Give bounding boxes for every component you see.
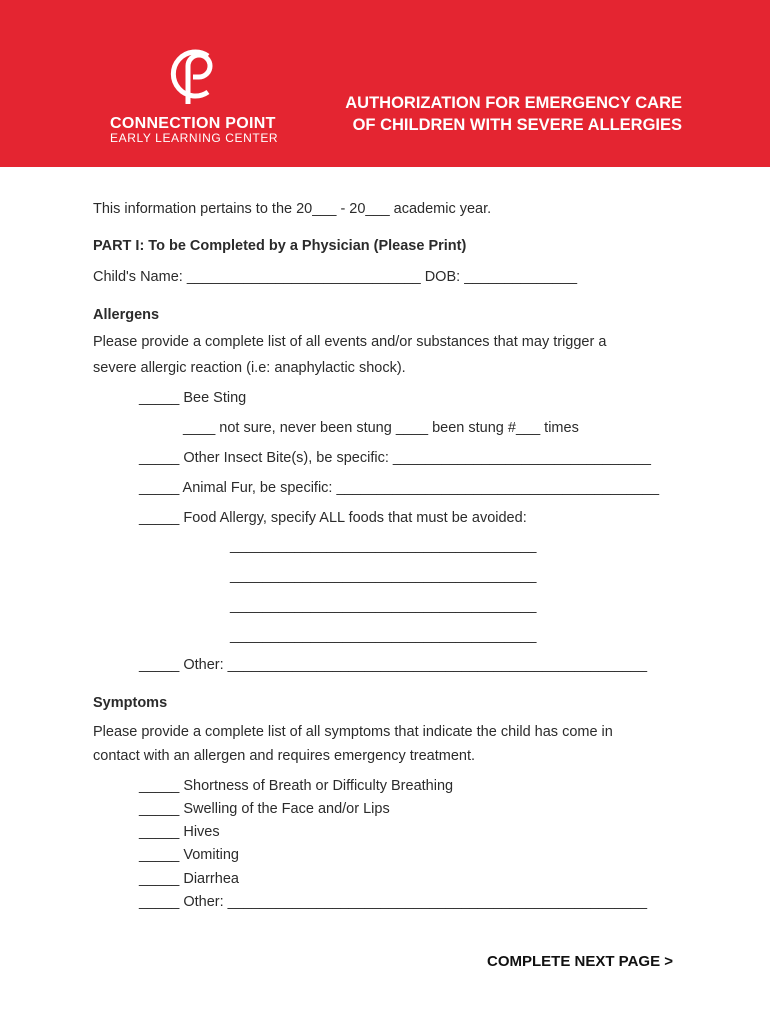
allergens-heading: Allergens	[93, 307, 160, 323]
connection-point-logo	[166, 40, 224, 110]
food-allergy-item: _____ Food Allergy, specify ALL foods that must be avoided:	[139, 510, 527, 526]
food-blank-line-3: ______________________________________	[230, 598, 537, 614]
symptom-item: _____ Vomiting	[139, 847, 239, 863]
child-name-dob-line: Child's Name: _____________________________ DOB: ______________	[93, 269, 578, 285]
other-allergen-item: _____ Other: ____________________________________________________	[139, 657, 648, 673]
part1-heading: PART I: To be Completed by a Physician (Please Print)	[93, 238, 467, 254]
symptom-item: _____ Diarrhea	[139, 871, 239, 887]
bee-sting-detail: ____ not sure, never been stung ____ been stung #___ times	[183, 420, 579, 436]
animal-fur-item: _____ Animal Fur, be specific: ________________________________________	[139, 480, 660, 496]
allergens-description-1: Please provide a complete list of all events and/or substances that may trigger a	[93, 334, 607, 350]
form-title-line-2: OF CHILDREN WITH SEVERE ALLERGIES	[352, 116, 682, 134]
symptom-item: _____ Swelling of the Face and/or Lips	[139, 801, 390, 817]
symptoms-description-2: contact with an allergen and requires emergency treatment.	[93, 748, 476, 764]
header-banner	[0, 0, 770, 167]
allergens-description-2: severe allergic reaction (i.e: anaphylactic shock).	[93, 360, 406, 376]
symptom-item: _____ Hives	[139, 824, 220, 840]
symptoms-description-1: Please provide a complete list of all symptoms that indicate the child has come in	[93, 724, 613, 740]
form-title	[345, 92, 682, 136]
symptom-item: _____ Shortness of Breath or Difficulty Breathing	[139, 778, 454, 794]
academic-year-line: This information pertains to the 20___ - 20___ academic year.	[93, 201, 492, 217]
symptoms-heading: Symptoms	[93, 695, 168, 711]
brand-subtitle: EARLY LEARNING CENTER	[110, 131, 279, 145]
food-blank-line-4: ______________________________________	[230, 628, 537, 644]
food-blank-line-1: ______________________________________	[230, 538, 537, 554]
insect-bite-item: _____ Other Insect Bite(s), be specific: ________________________________	[139, 450, 651, 466]
food-blank-line-2: ______________________________________	[230, 568, 537, 584]
symptom-item-other: _____ Other: ____________________________________________________	[139, 894, 648, 910]
brand-name: CONNECTION POINT	[110, 115, 276, 132]
bee-sting-item: _____ Bee Sting	[139, 390, 247, 406]
complete-next-page-link[interactable]: COMPLETE NEXT PAGE >	[487, 953, 673, 970]
form-title-line-1: AUTHORIZATION FOR EMERGENCY CARE	[345, 94, 682, 112]
